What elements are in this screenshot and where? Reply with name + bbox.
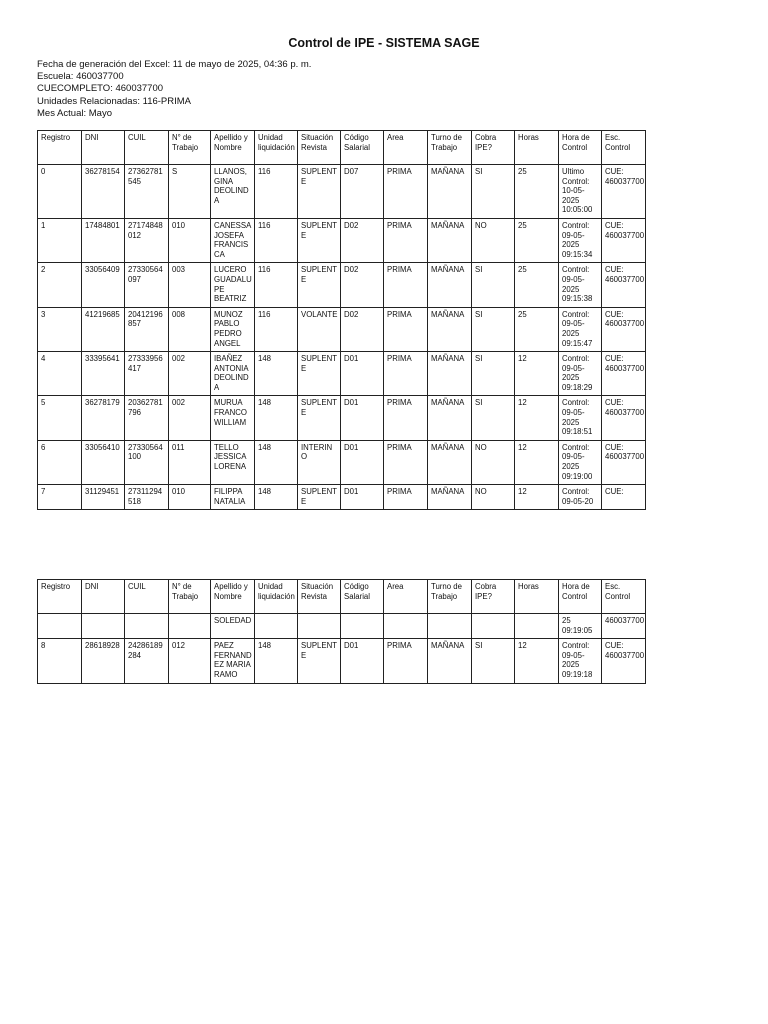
cell-nro-trabajo: S [169, 165, 211, 219]
cell-apellido-nombre: FILIPPA NATALIA [211, 485, 255, 510]
cell-cobra-ipe: SI [472, 307, 515, 351]
cell-esc-control: CUE: 460037700 [602, 218, 646, 262]
cell-registro: 3 [38, 307, 82, 351]
cell-dni: 31129451 [82, 485, 125, 510]
cell-area: PRIMA [384, 352, 428, 396]
cell-hora-control: Control: 09-05-2025 09:18:29 [559, 352, 602, 396]
cell-nro-trabajo: 002 [169, 352, 211, 396]
column-header-apellido-nombre: Apellido y Nombre [211, 580, 255, 614]
column-header-codigo-salarial: Código Salarial [341, 131, 384, 165]
cell-area: PRIMA [384, 218, 428, 262]
cell-situacion-revista: SUPLENTE [298, 485, 341, 510]
cell-area: PRIMA [384, 263, 428, 307]
table-row [38, 614, 646, 639]
cell-area: PRIMA [384, 440, 428, 484]
cell-dni: 36278154 [82, 165, 125, 219]
cell-registro: 8 [38, 639, 82, 683]
cell-turno-trabajo: MAÑANA [428, 263, 472, 307]
cell-apellido-nombre: LUCERO GUADALUPE BEATRIZ [211, 263, 255, 307]
cell-cuil: 20412196857 [125, 307, 169, 351]
cell-situacion-revista [298, 614, 341, 639]
cell-esc-control: CUE: 460037700 [602, 263, 646, 307]
column-header-registro: Registro [38, 580, 82, 614]
cell-cuil: 27174848012 [125, 218, 169, 262]
cell-apellido-nombre: TELLO JESSICA LORENA [211, 440, 255, 484]
cell-codigo-salarial: D01 [341, 396, 384, 440]
cell-apellido-nombre: SOLEDAD [211, 614, 255, 639]
cell-dni: 36278179 [82, 396, 125, 440]
cell-nro-trabajo: 010 [169, 485, 211, 510]
cell-cuil: 27311294518 [125, 485, 169, 510]
cell-cuil: 27333956417 [125, 352, 169, 396]
column-header-nro-trabajo: N° de Trabajo [169, 131, 211, 165]
cell-horas: 12 [515, 485, 559, 510]
cell-unidad-liquidacion: 148 [255, 352, 298, 396]
cell-nro-trabajo [169, 614, 211, 639]
cell-codigo-salarial: D02 [341, 263, 384, 307]
cell-situacion-revista: SUPLENTE [298, 165, 341, 219]
cell-nro-trabajo: 011 [169, 440, 211, 484]
table-row [38, 263, 646, 307]
column-header-hora-control: Hora de Control [559, 580, 602, 614]
table-row [38, 218, 646, 262]
cell-situacion-revista: VOLANTE [298, 307, 341, 351]
cell-area [384, 614, 428, 639]
column-header-registro: Registro [38, 131, 82, 165]
column-header-situacion-revista: Situación Revista [298, 580, 341, 614]
column-header-unidad-liquidacion: Unidad liquidación [255, 131, 298, 165]
cell-codigo-salarial [341, 614, 384, 639]
cell-esc-control: CUE: 460037700 [602, 440, 646, 484]
table-row [38, 639, 646, 683]
cell-unidad-liquidacion: 148 [255, 396, 298, 440]
cell-hora-control: Control: 09-05-2025 09:15:38 [559, 263, 602, 307]
cell-apellido-nombre: MUNOZ PABLO PEDRO ANGEL [211, 307, 255, 351]
cell-hora-control: 25 09:19:05 [559, 614, 602, 639]
cell-area: PRIMA [384, 396, 428, 440]
table-row [38, 485, 646, 510]
column-header-dni: DNI [82, 131, 125, 165]
column-header-situacion-revista: Situación Revista [298, 131, 341, 165]
cell-apellido-nombre: CANESSA JOSEFA FRANCISCA [211, 218, 255, 262]
cell-cobra-ipe: SI [472, 352, 515, 396]
cell-horas [515, 614, 559, 639]
cell-hora-control: Ultimo Control: 10-05-2025 10:05:00 [559, 165, 602, 219]
meta-fecha: Fecha de generación del Excel: 11 de mayo de 2025, 04:36 p. m. [37, 59, 312, 70]
cell-registro: 5 [38, 396, 82, 440]
cell-situacion-revista: SUPLENTE [298, 218, 341, 262]
cell-dni: 17484801 [82, 218, 125, 262]
cell-registro: 6 [38, 440, 82, 484]
meta-unidades: Unidades Relacionadas: 116-PRIMA [37, 95, 192, 107]
cell-turno-trabajo: MAÑANA [428, 440, 472, 484]
cell-nro-trabajo: 003 [169, 263, 211, 307]
column-header-nro-trabajo: N° de Trabajo [169, 580, 211, 614]
cell-cobra-ipe [472, 614, 515, 639]
cell-dni: 41219685 [82, 307, 125, 351]
cell-situacion-revista: SUPLENTE [298, 263, 341, 307]
column-header-cuil: CUIL [125, 580, 169, 614]
cell-area: PRIMA [384, 639, 428, 683]
cell-cuil: 27362781545 [125, 165, 169, 219]
table-row [38, 165, 646, 219]
cell-registro: 4 [38, 352, 82, 396]
cell-horas: 12 [515, 639, 559, 683]
cell-nro-trabajo: 008 [169, 307, 211, 351]
cell-situacion-revista: SUPLENTE [298, 639, 341, 683]
cell-situacion-revista: INTERINO [298, 440, 341, 484]
control-table-page-2 [37, 579, 646, 684]
cell-dni: 28618928 [82, 639, 125, 683]
column-header-turno-trabajo: Turno de Trabajo [428, 580, 472, 614]
document-meta [37, 59, 311, 120]
column-header-esc-control: Esc. Control [602, 131, 646, 165]
control-table-page-1 [37, 130, 646, 510]
column-header-area: Area [384, 131, 428, 165]
cell-unidad-liquidacion: 116 [255, 218, 298, 262]
cell-horas: 12 [515, 352, 559, 396]
cell-apellido-nombre: IBAÑEZ ANTONIA DEOLINDA [211, 352, 255, 396]
cell-hora-control: Control: 09-05-2025 09:19:18 [559, 639, 602, 683]
cell-registro: 7 [38, 485, 82, 510]
cell-situacion-revista: SUPLENTE [298, 396, 341, 440]
cell-cobra-ipe: NO [472, 218, 515, 262]
table-row [38, 396, 646, 440]
cell-turno-trabajo: MAÑANA [428, 639, 472, 683]
meta-cuecompleto: CUECOMPLETO: 460037700 [37, 83, 164, 95]
cell-area: PRIMA [384, 485, 428, 510]
cell-esc-control: 460037700 [602, 614, 646, 639]
column-header-cobra-ipe: Cobra IPE? [472, 580, 515, 614]
table-header-row [38, 131, 646, 165]
table-row [38, 352, 646, 396]
cell-cuil [125, 614, 169, 639]
cell-turno-trabajo: MAÑANA [428, 307, 472, 351]
cell-turno-trabajo: MAÑANA [428, 218, 472, 262]
table-row [38, 307, 646, 351]
cell-codigo-salarial: D01 [341, 440, 384, 484]
table-row [38, 440, 646, 484]
cell-hora-control: Control: 09-05-20 [559, 485, 602, 510]
cell-esc-control: CUE: 460037700 [602, 352, 646, 396]
cell-registro: 2 [38, 263, 82, 307]
cell-esc-control: CUE: 460037700 [602, 639, 646, 683]
cell-registro: 1 [38, 218, 82, 262]
document-title: Control de IPE - SISTEMA SAGE [288, 36, 480, 50]
cell-turno-trabajo: MAÑANA [428, 485, 472, 510]
cell-nro-trabajo: 012 [169, 639, 211, 683]
cell-codigo-salarial: D01 [341, 639, 384, 683]
cell-unidad-liquidacion: 116 [255, 263, 298, 307]
column-header-cuil: CUIL [125, 131, 169, 165]
cell-horas: 25 [515, 218, 559, 262]
cell-horas: 25 [515, 263, 559, 307]
cell-apellido-nombre: PAEZ FERNANDEZ MARIA RAMO [211, 639, 255, 683]
cell-unidad-liquidacion: 116 [255, 165, 298, 219]
cell-nro-trabajo: 010 [169, 218, 211, 262]
column-header-dni: DNI [82, 580, 125, 614]
cell-unidad-liquidacion [255, 614, 298, 639]
cell-cobra-ipe: SI [472, 396, 515, 440]
cell-area: PRIMA [384, 307, 428, 351]
cell-hora-control: Control: 09-05-2025 09:18:51 [559, 396, 602, 440]
column-header-horas: Horas [515, 580, 559, 614]
cell-nro-trabajo: 002 [169, 396, 211, 440]
cell-codigo-salarial: D07 [341, 165, 384, 219]
cell-hora-control: Control: 09-05-2025 09:19:00 [559, 440, 602, 484]
cell-hora-control: Control: 09-05-2025 09:15:34 [559, 218, 602, 262]
cell-turno-trabajo: MAÑANA [428, 165, 472, 219]
cell-cobra-ipe: SI [472, 263, 515, 307]
cell-cuil: 20362781796 [125, 396, 169, 440]
cell-turno-trabajo: MAÑANA [428, 352, 472, 396]
column-header-apellido-nombre: Apellido y Nombre [211, 131, 255, 165]
cell-apellido-nombre: MURUA FRANCO WILLIAM [211, 396, 255, 440]
cell-horas: 12 [515, 440, 559, 484]
cell-horas: 12 [515, 396, 559, 440]
cell-horas: 25 [515, 165, 559, 219]
cell-dni [82, 614, 125, 639]
cell-dni: 33395641 [82, 352, 125, 396]
cell-cuil: 27330564100 [125, 440, 169, 484]
cell-unidad-liquidacion: 148 [255, 440, 298, 484]
meta-mes: Mes Actual: Mayo [37, 107, 112, 119]
cell-dni: 33056409 [82, 263, 125, 307]
column-header-hora-control: Hora de Control [559, 131, 602, 165]
cell-codigo-salarial: D02 [341, 218, 384, 262]
cell-cuil: 27330564097 [125, 263, 169, 307]
cell-apellido-nombre: LLANOS, GINA DEOLINDA [211, 165, 255, 219]
cell-horas: 25 [515, 307, 559, 351]
cell-esc-control: CUE: 460037700 [602, 307, 646, 351]
cell-dni: 33056410 [82, 440, 125, 484]
cell-cobra-ipe: SI [472, 639, 515, 683]
cell-area: PRIMA [384, 165, 428, 219]
cell-registro [38, 614, 82, 639]
cell-unidad-liquidacion: 148 [255, 485, 298, 510]
cell-codigo-salarial: D01 [341, 485, 384, 510]
cell-registro: 0 [38, 165, 82, 219]
cell-unidad-liquidacion: 148 [255, 639, 298, 683]
cell-codigo-salarial: D02 [341, 307, 384, 351]
cell-cobra-ipe: NO [472, 440, 515, 484]
cell-cobra-ipe: NO [472, 485, 515, 510]
cell-esc-control: CUE: [602, 485, 646, 510]
cell-turno-trabajo [428, 614, 472, 639]
column-header-codigo-salarial: Código Salarial [341, 580, 384, 614]
meta-escuela: Escuela: 460037700 [37, 71, 124, 83]
cell-unidad-liquidacion: 116 [255, 307, 298, 351]
column-header-horas: Horas [515, 131, 559, 165]
cell-codigo-salarial: D01 [341, 352, 384, 396]
column-header-unidad-liquidacion: Unidad liquidación [255, 580, 298, 614]
column-header-area: Area [384, 580, 428, 614]
cell-esc-control: CUE: 460037700 [602, 396, 646, 440]
cell-hora-control: Control: 09-05-2025 09:15:47 [559, 307, 602, 351]
cell-situacion-revista: SUPLENTE [298, 352, 341, 396]
table-header-row [38, 580, 646, 614]
cell-cobra-ipe: SI [472, 165, 515, 219]
column-header-cobra-ipe: Cobra IPE? [472, 131, 515, 165]
column-header-esc-control: Esc. Control [602, 580, 646, 614]
column-header-turno-trabajo: Turno de Trabajo [428, 131, 472, 165]
cell-turno-trabajo: MAÑANA [428, 396, 472, 440]
cell-cuil: 24286189284 [125, 639, 169, 683]
cell-esc-control: CUE: 460037700 [602, 165, 646, 219]
